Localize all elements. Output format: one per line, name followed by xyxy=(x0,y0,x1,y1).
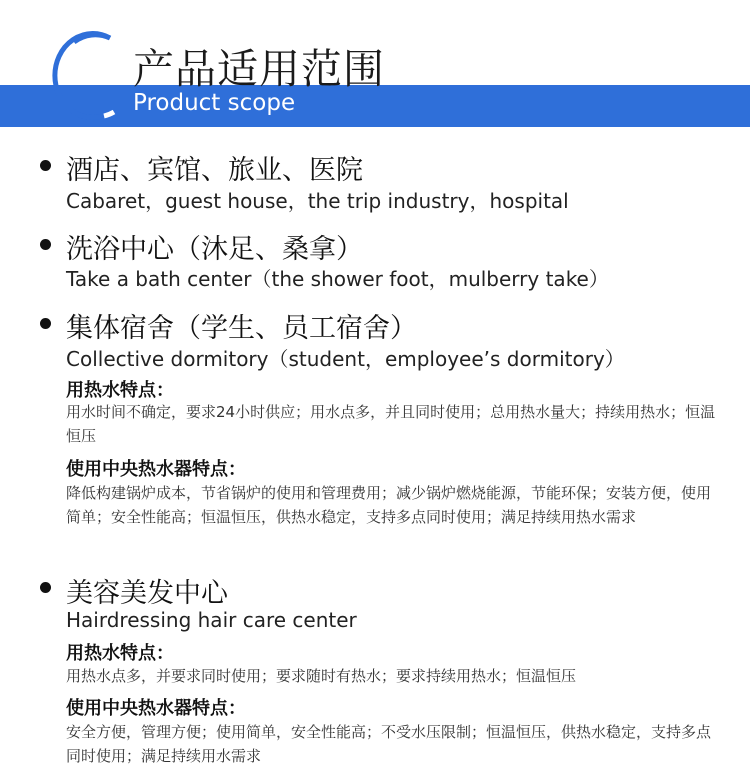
section-title-en: Hairdressing hair care center xyxy=(66,608,357,632)
features-text: 用水时间不确定，要求24小时供应；用水点多，并且同时使用；总用热水量大；持续用热水；恒温恒压 xyxy=(66,403,716,445)
features-heading: 用热水特点： xyxy=(66,380,174,401)
features-text: 用热水点多，并要求同时使用；要求随时有热水；要求持续用热水；恒温恒压 xyxy=(66,667,577,685)
bullet-icon xyxy=(40,582,51,593)
section-title-en: Collective dormitory（student，employee’s dormitory） xyxy=(66,347,625,371)
advantages-text: 安全方便，管理方便；使用简单，安全性能高；不受水压限制；恒温恒压，供热水稳定，支持多点同时使用；满足持续用水需求 xyxy=(66,723,712,765)
section-title-cn: 洗浴中心（沐足、桑拿） xyxy=(66,234,363,265)
c-logo-icon xyxy=(44,28,126,123)
section-title-cn: 集体宿舍（学生、员工宿舍） xyxy=(66,313,417,344)
section-title-en: Cabaret，guest house，the trip industry，hospital xyxy=(66,189,569,213)
advantages-text: 降低构建锅炉成本，节省锅炉的使用和管理费用；减少锅炉燃烧能源，节能环保；安装方便，使用简单；安全性能高；恒温恒压，供热水稳定，支持多点同时使用；满足持续用热水需求 xyxy=(66,484,712,526)
bullet-icon xyxy=(40,160,51,171)
page-subtitle: Product scope xyxy=(133,90,296,116)
features-heading: 用热水特点： xyxy=(66,643,174,664)
bullet-icon xyxy=(40,318,51,329)
section-title-cn: 美容美发中心 xyxy=(66,578,228,609)
page-title: 产品适用范围 xyxy=(133,45,385,93)
advantages-heading: 使用中央热水器特点： xyxy=(66,698,246,719)
bullet-icon xyxy=(40,239,51,250)
section-title-cn: 酒店、宾馆、旅业、医院 xyxy=(66,155,363,186)
advantages-heading: 使用中央热水器特点： xyxy=(66,459,246,480)
section-title-en: Take a bath center（the shower foot，mulberry take） xyxy=(66,267,609,291)
